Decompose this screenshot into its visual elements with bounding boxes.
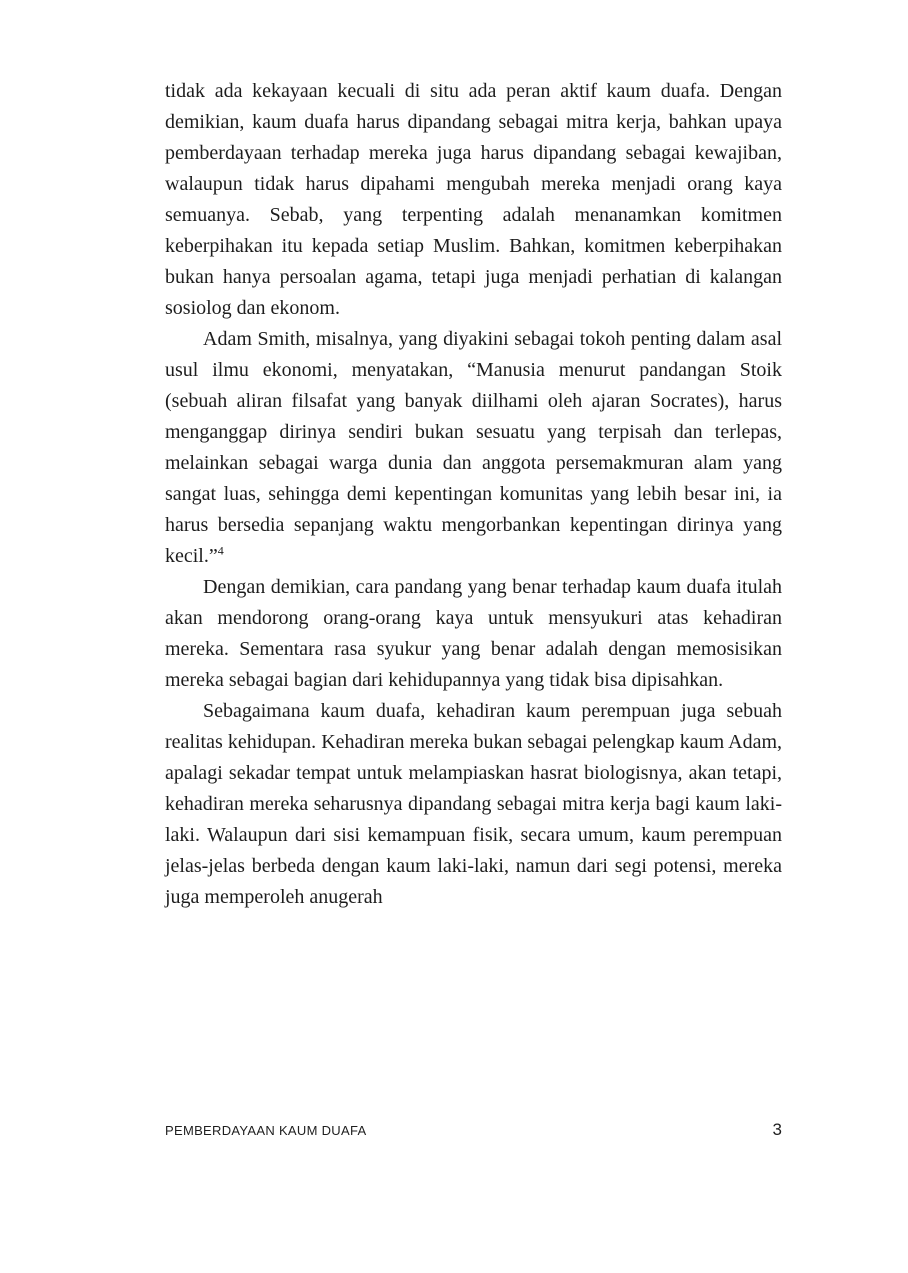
footnote-marker: 4 [217, 543, 224, 558]
paragraph-text: Dengan demikian, cara pandang yang benar terhadap kaum duafa itulah akan mendorong orang-orang kaya untuk mensyukuri atas kehadiran mereka. Sementara rasa syukur yang benar adalah dengan memosisikan mereka sebagai bagian dari kehidupannya yang tidak bisa dipisahkan. [165, 576, 782, 691]
paragraph-text: Adam Smith, misalnya, yang diyakini sebagai tokoh penting dalam asal usul ilmu ekonomi, menyatakan, “Manusia menurut pandangan Stoik (sebuah aliran filsafat yang banyak diilhami oleh ajaran Socrates), harus menganggap dirinya sendiri bukan sesuatu yang terpisah dan terlepas, melainkan sebagai warga dunia dan anggota persemakmuran alam yang sangat luas, sehingga demi kepentingan komunitas yang lebih besar ini, ia harus bersedia sepanjang waktu mengorbankan kepentingan dirinya yang kecil.” [165, 328, 782, 567]
footer [165, 1120, 782, 1140]
paragraph-text: tidak ada kekayaan kecuali di situ ada peran aktif kaum duafa. Dengan demikian, kaum duafa harus dipandang sebagai mitra kerja, bahkan upaya pemberdayaan terhadap mereka juga harus dipandang sebagai kewajiban, walaupun tidak harus dipahami mengubah mereka menjadi orang kaya semuanya. Sebab, yang terpenting adalah menanamkan komitmen keberpihakan itu kepada setiap Muslim. Bahkan, komitmen keberpihakan bukan hanya persoalan agama, tetapi juga menjadi perhatian di kalangan sosiolog dan ekonom. [165, 80, 782, 319]
paragraph-2 [165, 324, 782, 572]
running-title: PEMBERDAYAAN KAUM DUAFA [165, 1123, 367, 1138]
paragraph-1 [165, 76, 782, 324]
paragraph-3 [165, 572, 782, 696]
page-number: 3 [772, 1120, 782, 1139]
paragraph-text: Sebagaimana kaum duafa, kehadiran kaum perempuan juga sebuah realitas kehidupan. Kehadiran mereka bukan sebagai pelengkap kaum Adam, apalagi sekadar tempat untuk melampiaskan hasrat biologisnya, akan tetapi, kehadiran mereka seharusnya dipandang sebagai mitra kerja bagi kaum laki-laki. Walaupun dari sisi kemampuan fisik, secara umum, kaum perempuan jelas-jelas berbeda dengan kaum laki-laki, namun dari segi potensi, mereka juga memperoleh anugerah [165, 700, 782, 908]
text-block [165, 76, 782, 913]
paragraph-4 [165, 696, 782, 913]
